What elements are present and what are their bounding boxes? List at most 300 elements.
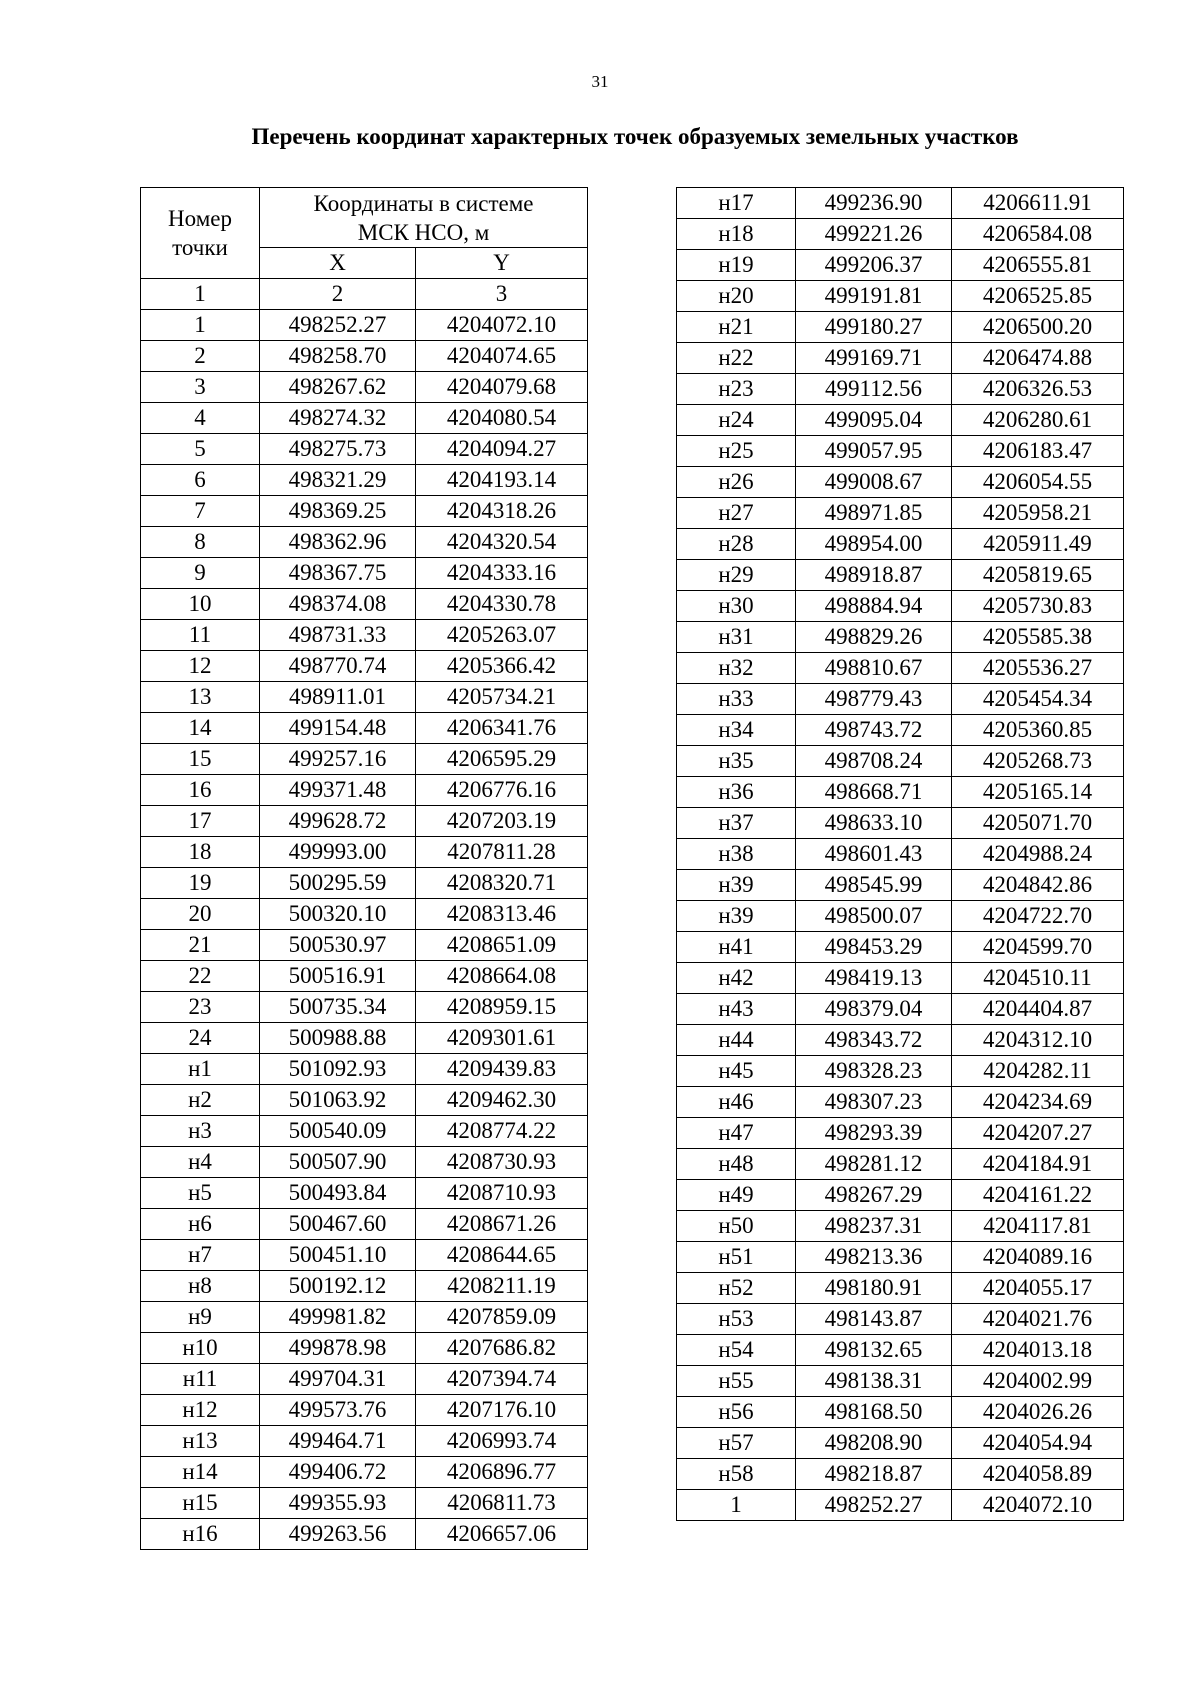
point-number-header-label: Номер точки bbox=[168, 205, 232, 260]
y-coordinate-cell: 4207394.74 bbox=[416, 1364, 588, 1395]
y-coordinate-cell: 4204318.26 bbox=[416, 496, 588, 527]
point-number-cell: н54 bbox=[677, 1335, 796, 1366]
y-header: Y bbox=[416, 248, 588, 279]
y-coordinate-cell: 4205730.83 bbox=[952, 591, 1124, 622]
table-row bbox=[141, 1519, 588, 1550]
x-coordinate-cell: 498307.23 bbox=[796, 1087, 952, 1118]
table-row bbox=[677, 529, 1124, 560]
point-number-cell: н29 bbox=[677, 560, 796, 591]
table-row bbox=[677, 219, 1124, 250]
point-number-cell: н21 bbox=[677, 312, 796, 343]
y-coordinate-cell: 4204117.81 bbox=[952, 1211, 1124, 1242]
table-row bbox=[677, 1397, 1124, 1428]
point-number-cell: н31 bbox=[677, 622, 796, 653]
point-number-cell: 18 bbox=[141, 837, 260, 868]
y-coordinate-cell: 4204282.11 bbox=[952, 1056, 1124, 1087]
point-number-cell: н1 bbox=[141, 1054, 260, 1085]
x-coordinate-cell: 498208.90 bbox=[796, 1428, 952, 1459]
y-coordinate-cell: 4204988.24 bbox=[952, 839, 1124, 870]
y-coordinate-cell: 4206183.47 bbox=[952, 436, 1124, 467]
point-number-cell: н37 bbox=[677, 808, 796, 839]
y-coordinate-cell: 4207859.09 bbox=[416, 1302, 588, 1333]
point-number-cell: 1 bbox=[141, 310, 260, 341]
y-coordinate-cell: 4208313.46 bbox=[416, 899, 588, 930]
y-coordinate-cell: 4204184.91 bbox=[952, 1149, 1124, 1180]
point-number-cell: 20 bbox=[141, 899, 260, 930]
page-number: 31 bbox=[591, 72, 609, 91]
x-coordinate-cell: 500540.09 bbox=[260, 1116, 416, 1147]
table-row bbox=[141, 930, 588, 961]
table-row bbox=[677, 1459, 1124, 1490]
table-row bbox=[677, 1304, 1124, 1335]
x-coordinate-cell: 499573.76 bbox=[260, 1395, 416, 1426]
point-number-cell: н38 bbox=[677, 839, 796, 870]
y-coordinate-cell: 4204089.16 bbox=[952, 1242, 1124, 1273]
x-coordinate-cell: 498419.13 bbox=[796, 963, 952, 994]
x-coordinate-cell: 498274.32 bbox=[260, 403, 416, 434]
point-number-cell: н49 bbox=[677, 1180, 796, 1211]
point-number-cell: н10 bbox=[141, 1333, 260, 1364]
y-coordinate-cell: 4205536.27 bbox=[952, 653, 1124, 684]
point-number-cell: н28 bbox=[677, 529, 796, 560]
x-coordinate-cell: 499169.71 bbox=[796, 343, 952, 374]
table-row bbox=[677, 963, 1124, 994]
table-row bbox=[677, 932, 1124, 963]
table-row bbox=[677, 684, 1124, 715]
x-coordinate-cell: 498237.31 bbox=[796, 1211, 952, 1242]
point-number-cell: н14 bbox=[141, 1457, 260, 1488]
x-coordinate-cell: 498367.75 bbox=[260, 558, 416, 589]
point-number-cell: н18 bbox=[677, 219, 796, 250]
coordinates-table-left bbox=[140, 187, 588, 1550]
table-row bbox=[141, 496, 588, 527]
point-number-cell: н25 bbox=[677, 436, 796, 467]
x-coordinate-cell: 501063.92 bbox=[260, 1085, 416, 1116]
y-coordinate-cell: 4206341.76 bbox=[416, 713, 588, 744]
x-coordinate-cell: 498267.62 bbox=[260, 372, 416, 403]
point-number-cell: н50 bbox=[677, 1211, 796, 1242]
table-row bbox=[141, 961, 588, 992]
x-coordinate-cell: 498143.87 bbox=[796, 1304, 952, 1335]
y-coordinate-cell: 4205360.85 bbox=[952, 715, 1124, 746]
table-row bbox=[677, 374, 1124, 405]
coord-system-line1: Координаты в системе bbox=[313, 190, 534, 216]
point-number-cell: 23 bbox=[141, 992, 260, 1023]
table-row bbox=[141, 558, 588, 589]
point-number-cell: 21 bbox=[141, 930, 260, 961]
coord-system-line2: МСК НСО, м bbox=[357, 219, 490, 245]
y-coordinate-cell: 4208320.71 bbox=[416, 868, 588, 899]
y-coordinate-cell: 4206993.74 bbox=[416, 1426, 588, 1457]
x-coordinate-cell: 498132.65 bbox=[796, 1335, 952, 1366]
y-coordinate-cell: 4205911.49 bbox=[952, 529, 1124, 560]
y-coordinate-cell: 4205366.42 bbox=[416, 651, 588, 682]
table-row bbox=[141, 806, 588, 837]
table-row bbox=[141, 589, 588, 620]
y-coordinate-cell: 4204842.86 bbox=[952, 870, 1124, 901]
y-coordinate-cell: 4204074.65 bbox=[416, 341, 588, 372]
x-coordinate-cell: 498218.87 bbox=[796, 1459, 952, 1490]
table-row bbox=[141, 527, 588, 558]
table-row bbox=[677, 343, 1124, 374]
table-row bbox=[141, 620, 588, 651]
x-coordinate-cell: 499154.48 bbox=[260, 713, 416, 744]
y-coordinate-cell: 4204072.10 bbox=[952, 1490, 1124, 1521]
y-coordinate-cell: 4205585.38 bbox=[952, 622, 1124, 653]
point-number-cell: 3 bbox=[141, 372, 260, 403]
y-coordinate-cell: 4208211.19 bbox=[416, 1271, 588, 1302]
x-header: X bbox=[260, 248, 416, 279]
point-number-cell: н4 bbox=[141, 1147, 260, 1178]
table-row bbox=[677, 1273, 1124, 1304]
table-row bbox=[677, 622, 1124, 653]
y-coordinate-cell: 4206280.61 bbox=[952, 405, 1124, 436]
table-row bbox=[141, 1333, 588, 1364]
table-row bbox=[141, 1395, 588, 1426]
point-number-cell: н27 bbox=[677, 498, 796, 529]
column-index-cell: 3 bbox=[416, 279, 588, 310]
y-coordinate-cell: 4204330.78 bbox=[416, 589, 588, 620]
x-coordinate-cell: 498258.70 bbox=[260, 341, 416, 372]
y-coordinate-cell: 4207811.28 bbox=[416, 837, 588, 868]
x-coordinate-cell: 498374.08 bbox=[260, 589, 416, 620]
y-coordinate-cell: 4209301.61 bbox=[416, 1023, 588, 1054]
x-coordinate-cell: 500192.12 bbox=[260, 1271, 416, 1302]
y-coordinate-cell: 4204094.27 bbox=[416, 434, 588, 465]
table-row bbox=[141, 1054, 588, 1085]
y-coordinate-cell: 4204079.68 bbox=[416, 372, 588, 403]
y-coordinate-cell: 4206525.85 bbox=[952, 281, 1124, 312]
x-coordinate-cell: 499057.95 bbox=[796, 436, 952, 467]
point-number-cell: н12 bbox=[141, 1395, 260, 1426]
y-coordinate-cell: 4206054.55 bbox=[952, 467, 1124, 498]
point-number-cell: н51 bbox=[677, 1242, 796, 1273]
page-title: Перечень координат характерных точек образуемых земельных участков bbox=[251, 124, 1019, 149]
x-coordinate-cell: 498293.39 bbox=[796, 1118, 952, 1149]
point-number-cell: 16 bbox=[141, 775, 260, 806]
point-number-cell: 22 bbox=[141, 961, 260, 992]
x-coordinate-cell: 498601.43 bbox=[796, 839, 952, 870]
table-row bbox=[141, 899, 588, 930]
point-number-cell: н24 bbox=[677, 405, 796, 436]
x-coordinate-cell: 499112.56 bbox=[796, 374, 952, 405]
table-row bbox=[141, 1178, 588, 1209]
y-coordinate-cell: 4207203.19 bbox=[416, 806, 588, 837]
y-coordinate-cell: 4208664.08 bbox=[416, 961, 588, 992]
y-coordinate-cell: 4204080.54 bbox=[416, 403, 588, 434]
point-number-cell: н36 bbox=[677, 777, 796, 808]
point-number-cell: 19 bbox=[141, 868, 260, 899]
point-number-cell: н46 bbox=[677, 1087, 796, 1118]
point-number-cell: н5 bbox=[141, 1178, 260, 1209]
table-row bbox=[677, 1242, 1124, 1273]
y-coordinate-cell: 4206657.06 bbox=[416, 1519, 588, 1550]
y-coordinate-cell: 4204510.11 bbox=[952, 963, 1124, 994]
y-coordinate-cell: 4208959.15 bbox=[416, 992, 588, 1023]
table-row bbox=[141, 434, 588, 465]
point-number-cell: н20 bbox=[677, 281, 796, 312]
point-number-cell: н35 bbox=[677, 746, 796, 777]
y-coordinate-cell: 4204722.70 bbox=[952, 901, 1124, 932]
point-number-cell: 10 bbox=[141, 589, 260, 620]
x-coordinate-cell: 499236.90 bbox=[796, 188, 952, 219]
table-row bbox=[677, 312, 1124, 343]
x-coordinate-cell: 498213.36 bbox=[796, 1242, 952, 1273]
table-row bbox=[677, 560, 1124, 591]
x-coordinate-cell: 498731.33 bbox=[260, 620, 416, 651]
y-coordinate-cell: 4204054.94 bbox=[952, 1428, 1124, 1459]
y-coordinate-cell: 4204055.17 bbox=[952, 1273, 1124, 1304]
x-coordinate-cell: 498321.29 bbox=[260, 465, 416, 496]
x-coordinate-cell: 499221.26 bbox=[796, 219, 952, 250]
x-coordinate-cell: 500516.91 bbox=[260, 961, 416, 992]
y-coordinate-cell: 4206555.81 bbox=[952, 250, 1124, 281]
y-coordinate-cell: 4204333.16 bbox=[416, 558, 588, 589]
y-coordinate-cell: 4208651.09 bbox=[416, 930, 588, 961]
point-number-cell: 5 bbox=[141, 434, 260, 465]
table-row bbox=[677, 994, 1124, 1025]
x-coordinate-cell: 498971.85 bbox=[796, 498, 952, 529]
table-row bbox=[677, 777, 1124, 808]
point-number-cell: 14 bbox=[141, 713, 260, 744]
y-coordinate-cell: 4205819.65 bbox=[952, 560, 1124, 591]
table-row bbox=[677, 436, 1124, 467]
x-coordinate-cell: 500988.88 bbox=[260, 1023, 416, 1054]
y-coordinate-cell: 4205263.07 bbox=[416, 620, 588, 651]
x-coordinate-cell: 498743.72 bbox=[796, 715, 952, 746]
y-coordinate-cell: 4204234.69 bbox=[952, 1087, 1124, 1118]
y-coordinate-cell: 4209462.30 bbox=[416, 1085, 588, 1116]
x-coordinate-cell: 498453.29 bbox=[796, 932, 952, 963]
y-coordinate-cell: 4205071.70 bbox=[952, 808, 1124, 839]
x-coordinate-cell: 498362.96 bbox=[260, 527, 416, 558]
point-number-cell: н3 bbox=[141, 1116, 260, 1147]
point-number-cell: н56 bbox=[677, 1397, 796, 1428]
table-row bbox=[677, 281, 1124, 312]
table-row bbox=[677, 1087, 1124, 1118]
x-coordinate-cell: 498668.71 bbox=[796, 777, 952, 808]
x-coordinate-cell: 499355.93 bbox=[260, 1488, 416, 1519]
point-number-cell: 7 bbox=[141, 496, 260, 527]
y-coordinate-cell: 4206474.88 bbox=[952, 343, 1124, 374]
x-coordinate-cell: 499464.71 bbox=[260, 1426, 416, 1457]
y-coordinate-cell: 4204207.27 bbox=[952, 1118, 1124, 1149]
point-number-header bbox=[141, 188, 260, 279]
table-row bbox=[677, 839, 1124, 870]
table-row bbox=[677, 591, 1124, 622]
table-row bbox=[141, 1302, 588, 1333]
point-number-cell: н33 bbox=[677, 684, 796, 715]
x-coordinate-cell: 500530.97 bbox=[260, 930, 416, 961]
x-coordinate-cell: 500451.10 bbox=[260, 1240, 416, 1271]
x-coordinate-cell: 499371.48 bbox=[260, 775, 416, 806]
point-number-cell: н58 bbox=[677, 1459, 796, 1490]
point-number-cell: н8 bbox=[141, 1271, 260, 1302]
x-coordinate-cell: 500320.10 bbox=[260, 899, 416, 930]
table-row bbox=[677, 808, 1124, 839]
point-number-cell: 8 bbox=[141, 527, 260, 558]
point-number-cell: 12 bbox=[141, 651, 260, 682]
point-number-cell: н42 bbox=[677, 963, 796, 994]
x-coordinate-cell: 498252.27 bbox=[260, 310, 416, 341]
coordinates-table-right-body bbox=[677, 188, 1124, 1521]
x-coordinate-cell: 498779.43 bbox=[796, 684, 952, 715]
x-coordinate-cell: 498884.94 bbox=[796, 591, 952, 622]
y-coordinate-cell: 4206326.53 bbox=[952, 374, 1124, 405]
point-number-cell: н39 bbox=[677, 870, 796, 901]
x-coordinate-cell: 499993.00 bbox=[260, 837, 416, 868]
x-coordinate-cell: 498954.00 bbox=[796, 529, 952, 560]
point-number-cell: н57 bbox=[677, 1428, 796, 1459]
table-row bbox=[141, 1488, 588, 1519]
point-number-cell: н43 bbox=[677, 994, 796, 1025]
table-row bbox=[677, 467, 1124, 498]
y-coordinate-cell: 4204161.22 bbox=[952, 1180, 1124, 1211]
point-number-cell: 2 bbox=[141, 341, 260, 372]
column-index-row bbox=[141, 279, 588, 310]
x-coordinate-cell: 498275.73 bbox=[260, 434, 416, 465]
point-number-cell: н7 bbox=[141, 1240, 260, 1271]
point-number-cell: н11 bbox=[141, 1364, 260, 1395]
table-row bbox=[141, 1364, 588, 1395]
table-row bbox=[677, 498, 1124, 529]
point-number-cell: 17 bbox=[141, 806, 260, 837]
x-coordinate-cell: 498500.07 bbox=[796, 901, 952, 932]
table-row bbox=[141, 992, 588, 1023]
y-coordinate-cell: 4204021.76 bbox=[952, 1304, 1124, 1335]
x-coordinate-cell: 500735.34 bbox=[260, 992, 416, 1023]
point-number-cell: н45 bbox=[677, 1056, 796, 1087]
point-number-cell: 4 bbox=[141, 403, 260, 434]
x-coordinate-cell: 499180.27 bbox=[796, 312, 952, 343]
y-coordinate-cell: 4206595.29 bbox=[416, 744, 588, 775]
x-coordinate-cell: 500507.90 bbox=[260, 1147, 416, 1178]
point-number-cell: н52 bbox=[677, 1273, 796, 1304]
table-row bbox=[677, 870, 1124, 901]
x-coordinate-cell: 499704.31 bbox=[260, 1364, 416, 1395]
point-number-cell: н9 bbox=[141, 1302, 260, 1333]
table-row bbox=[141, 775, 588, 806]
y-coordinate-cell: 4208671.26 bbox=[416, 1209, 588, 1240]
y-coordinate-cell: 4204026.26 bbox=[952, 1397, 1124, 1428]
x-coordinate-cell: 498138.31 bbox=[796, 1366, 952, 1397]
point-number-cell: н41 bbox=[677, 932, 796, 963]
table-row bbox=[677, 250, 1124, 281]
point-number-cell: н2 bbox=[141, 1085, 260, 1116]
x-coordinate-cell: 498770.74 bbox=[260, 651, 416, 682]
table-row bbox=[141, 465, 588, 496]
point-number-cell: 6 bbox=[141, 465, 260, 496]
point-number-cell: н26 bbox=[677, 467, 796, 498]
point-number-cell: н44 bbox=[677, 1025, 796, 1056]
x-coordinate-cell: 498829.26 bbox=[796, 622, 952, 653]
point-number-cell: 24 bbox=[141, 1023, 260, 1054]
y-coordinate-cell: 4204599.70 bbox=[952, 932, 1124, 963]
point-number-cell: н53 bbox=[677, 1304, 796, 1335]
x-coordinate-cell: 498379.04 bbox=[796, 994, 952, 1025]
table-row bbox=[677, 1180, 1124, 1211]
point-number-cell: н48 bbox=[677, 1149, 796, 1180]
table-row bbox=[141, 651, 588, 682]
x-coordinate-cell: 499206.37 bbox=[796, 250, 952, 281]
y-coordinate-cell: 4208774.22 bbox=[416, 1116, 588, 1147]
x-coordinate-cell: 498708.24 bbox=[796, 746, 952, 777]
x-coordinate-cell: 498281.12 bbox=[796, 1149, 952, 1180]
table-row bbox=[141, 713, 588, 744]
table-row bbox=[141, 1085, 588, 1116]
y-coordinate-cell: 4206584.08 bbox=[952, 219, 1124, 250]
y-coordinate-cell: 4206776.16 bbox=[416, 775, 588, 806]
table-row bbox=[141, 341, 588, 372]
table-row bbox=[141, 372, 588, 403]
table-row bbox=[677, 188, 1124, 219]
point-number-cell: н19 bbox=[677, 250, 796, 281]
x-coordinate-cell: 500295.59 bbox=[260, 868, 416, 899]
x-coordinate-cell: 498343.72 bbox=[796, 1025, 952, 1056]
x-coordinate-cell: 499263.56 bbox=[260, 1519, 416, 1550]
y-coordinate-cell: 4206611.91 bbox=[952, 188, 1124, 219]
y-coordinate-cell: 4204072.10 bbox=[416, 310, 588, 341]
table-row bbox=[141, 1116, 588, 1147]
x-coordinate-cell: 498267.29 bbox=[796, 1180, 952, 1211]
table-row bbox=[677, 1149, 1124, 1180]
table-row bbox=[677, 901, 1124, 932]
table-row bbox=[677, 1025, 1124, 1056]
x-coordinate-cell: 498918.87 bbox=[796, 560, 952, 591]
table-row bbox=[141, 868, 588, 899]
y-coordinate-cell: 4204013.18 bbox=[952, 1335, 1124, 1366]
x-coordinate-cell: 499095.04 bbox=[796, 405, 952, 436]
y-coordinate-cell: 4204002.99 bbox=[952, 1366, 1124, 1397]
table-row bbox=[677, 1490, 1124, 1521]
table-row bbox=[677, 405, 1124, 436]
x-coordinate-cell: 498633.10 bbox=[796, 808, 952, 839]
x-coordinate-cell: 498180.91 bbox=[796, 1273, 952, 1304]
point-number-cell: 13 bbox=[141, 682, 260, 713]
point-number-cell: н34 bbox=[677, 715, 796, 746]
coord-system-header bbox=[260, 188, 588, 248]
x-coordinate-cell: 498168.50 bbox=[796, 1397, 952, 1428]
x-coordinate-cell: 498810.67 bbox=[796, 653, 952, 684]
point-number-cell: н15 bbox=[141, 1488, 260, 1519]
point-number-cell: 1 bbox=[677, 1490, 796, 1521]
point-number-cell: н32 bbox=[677, 653, 796, 684]
x-coordinate-cell: 499981.82 bbox=[260, 1302, 416, 1333]
x-coordinate-cell: 498328.23 bbox=[796, 1056, 952, 1087]
point-number-cell: 15 bbox=[141, 744, 260, 775]
x-coordinate-cell: 499008.67 bbox=[796, 467, 952, 498]
table-row bbox=[141, 310, 588, 341]
table-row bbox=[677, 715, 1124, 746]
x-coordinate-cell: 499191.81 bbox=[796, 281, 952, 312]
x-coordinate-cell: 498545.99 bbox=[796, 870, 952, 901]
point-number-cell: н30 bbox=[677, 591, 796, 622]
table-row bbox=[677, 1211, 1124, 1242]
table-row bbox=[677, 1366, 1124, 1397]
point-number-cell: 9 bbox=[141, 558, 260, 589]
x-coordinate-cell: 498911.01 bbox=[260, 682, 416, 713]
y-coordinate-cell: 4208644.65 bbox=[416, 1240, 588, 1271]
table-row bbox=[677, 1056, 1124, 1087]
table-row bbox=[677, 653, 1124, 684]
y-coordinate-cell: 4204193.14 bbox=[416, 465, 588, 496]
point-number-cell: н23 bbox=[677, 374, 796, 405]
table-row bbox=[141, 1209, 588, 1240]
y-coordinate-cell: 4207686.82 bbox=[416, 1333, 588, 1364]
table-row bbox=[141, 403, 588, 434]
y-coordinate-cell: 4209439.83 bbox=[416, 1054, 588, 1085]
y-coordinate-cell: 4205734.21 bbox=[416, 682, 588, 713]
